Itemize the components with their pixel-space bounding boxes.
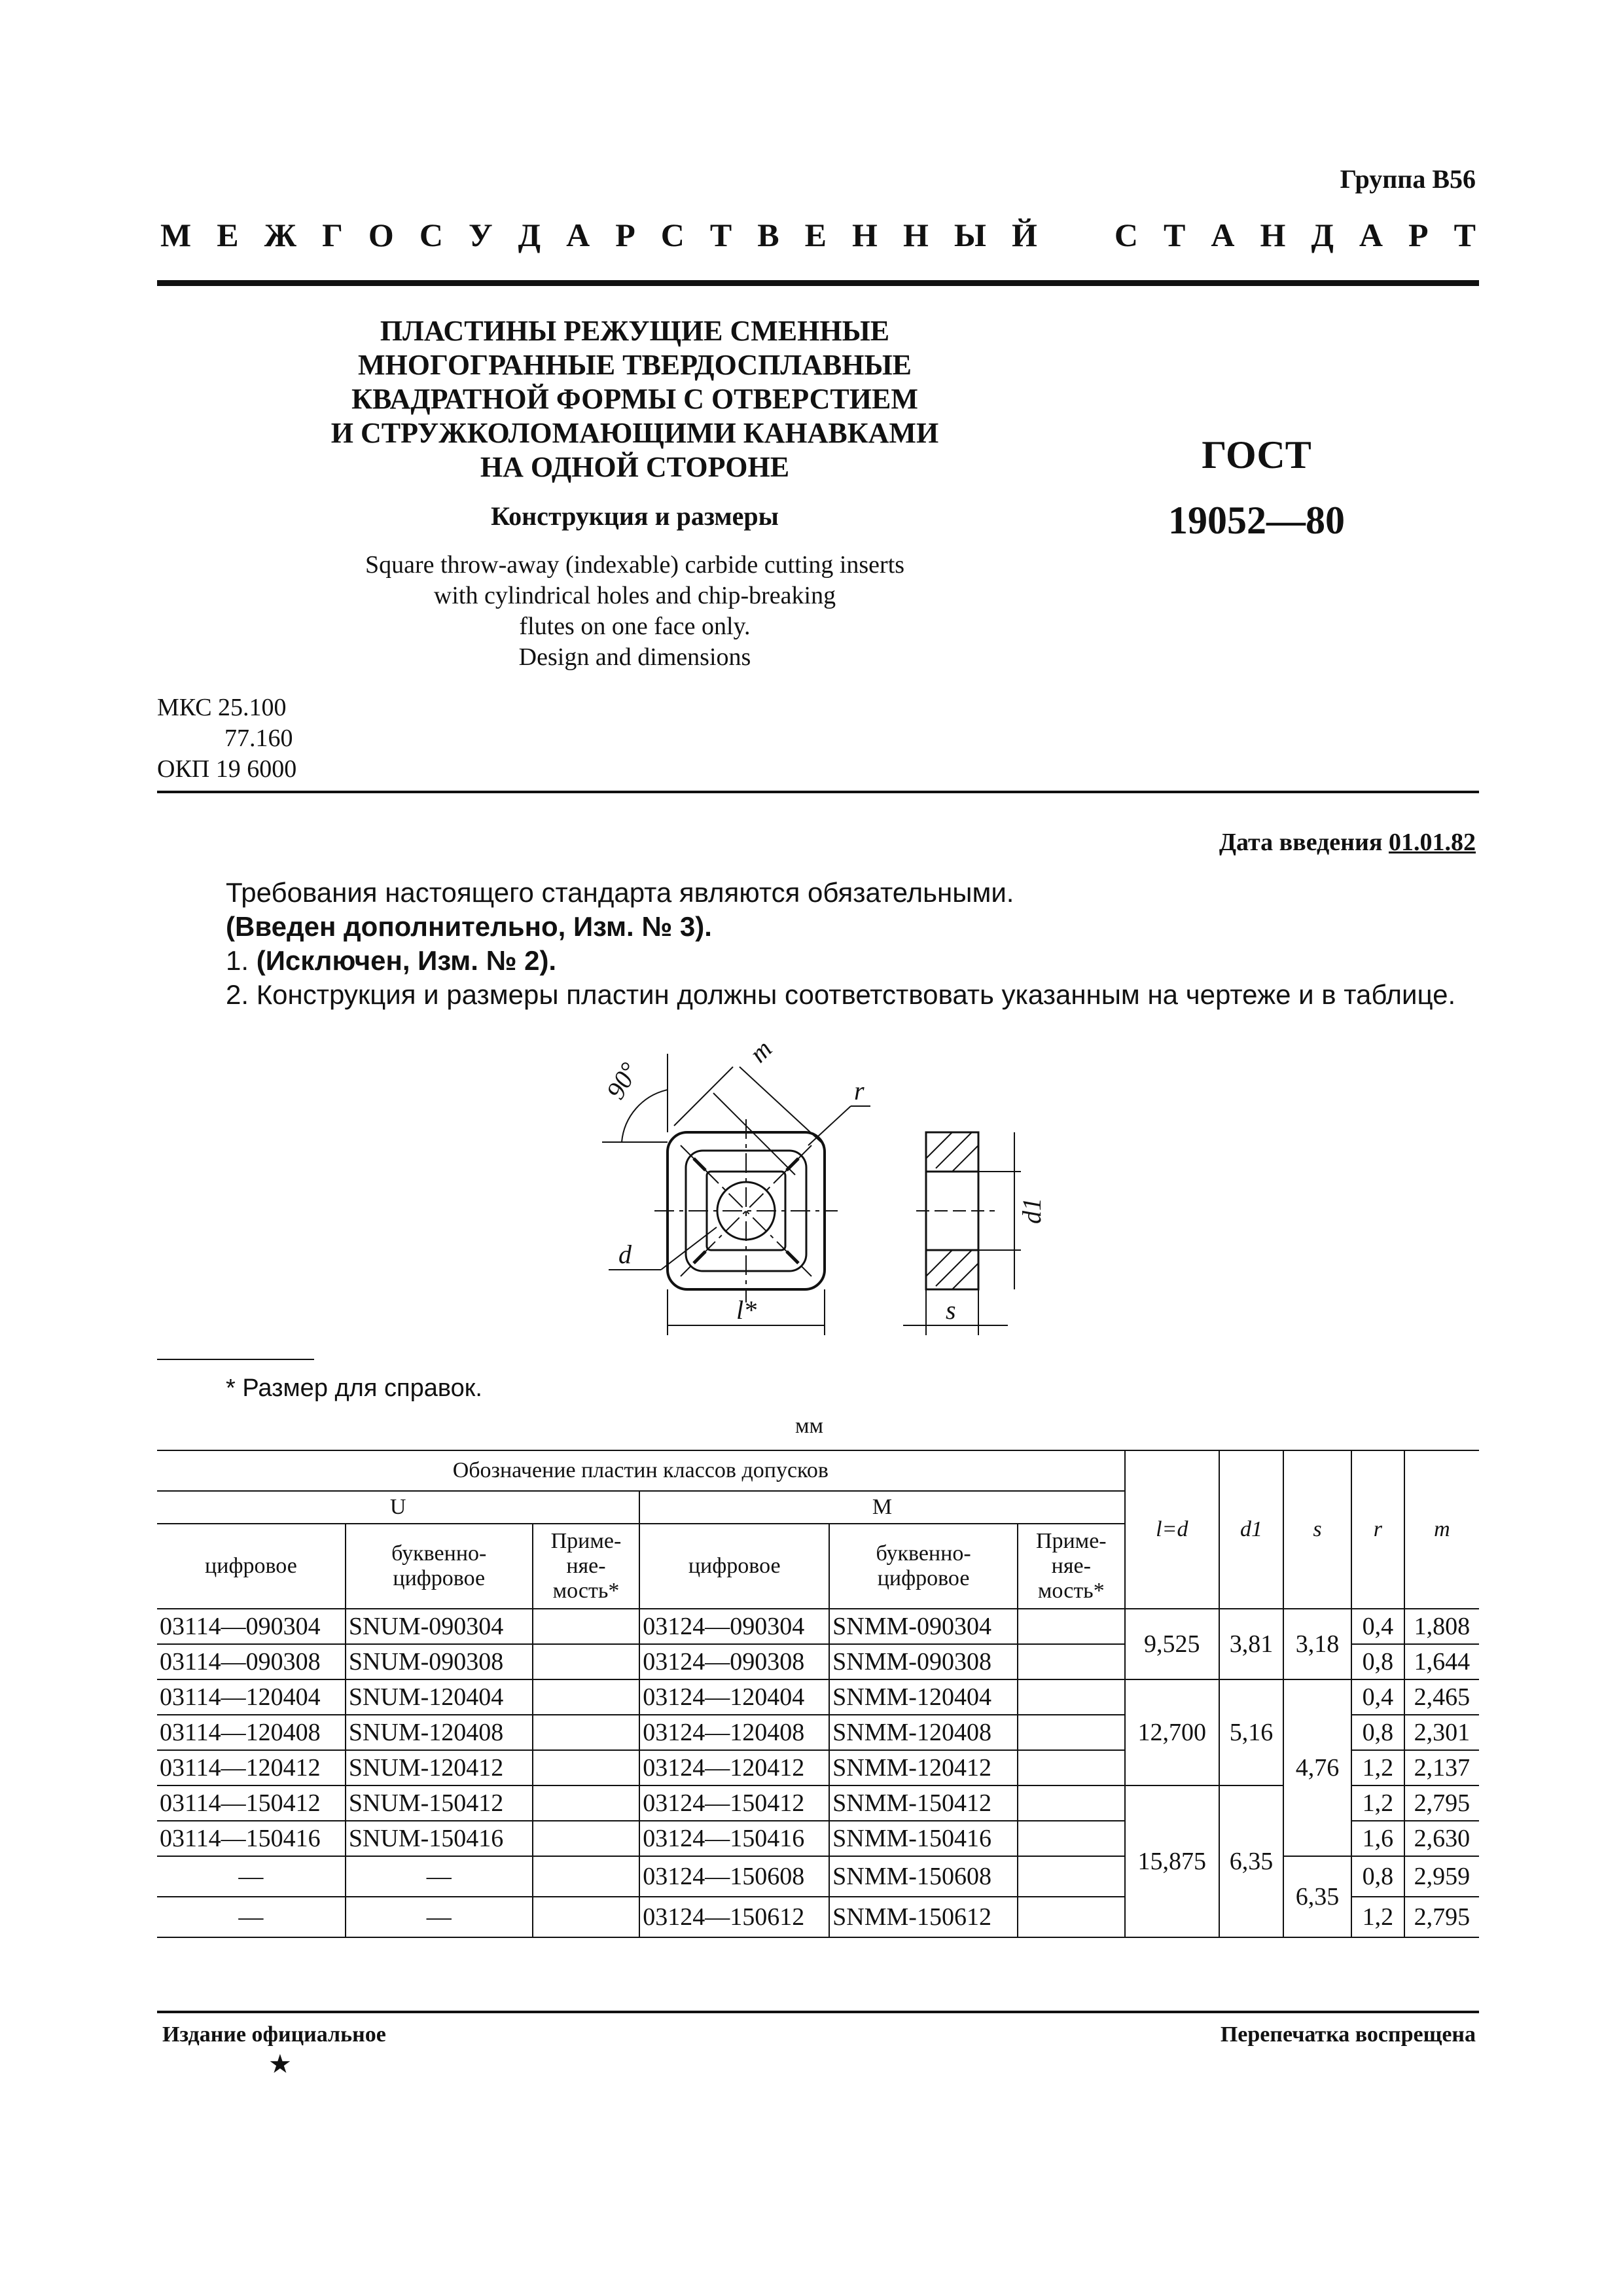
class-m-header: M: [639, 1491, 1124, 1524]
table-cell: [1018, 1856, 1125, 1897]
title-line: И СТРУЖКОЛОМАЮЩИМИ КАНАВКАМИ: [330, 417, 939, 449]
banner-letter: В: [757, 217, 779, 253]
col-u-applic: Приме-няе-мость*: [533, 1524, 640, 1609]
table-cell: SNMM-120412: [829, 1750, 1018, 1785]
table-cell: 0,4: [1351, 1609, 1404, 1644]
english-title-line: flutes on one face only.: [519, 613, 751, 640]
banner-letter: С: [419, 217, 443, 253]
table-cell: [533, 1821, 640, 1856]
english-title-line: Square throw-away (indexable) carbide cutting inserts: [365, 551, 905, 579]
banner-letter: [1063, 216, 1089, 254]
document-title: [275, 314, 995, 484]
banner-letter: С: [1114, 217, 1139, 253]
body-text: [226, 876, 1455, 1012]
gost-number: 19052—80: [1168, 499, 1345, 542]
table-cell: 3,18: [1283, 1609, 1351, 1679]
table-cell: SNMM-090308: [829, 1644, 1018, 1679]
banner-letter: Д: [518, 217, 541, 253]
table-cell: 2,959: [1404, 1856, 1479, 1897]
table-cell: [1018, 1785, 1125, 1821]
table-cell: [533, 1679, 640, 1715]
banner-letter: О: [368, 217, 394, 253]
table-cell: 03114—150412: [157, 1785, 346, 1821]
col-m-digital: цифровое: [639, 1524, 829, 1609]
table-cell: 1,808: [1404, 1609, 1479, 1644]
col-s: s: [1283, 1450, 1351, 1609]
r-label: r: [854, 1076, 865, 1105]
group-header: Обозначение пластин классов допусков: [157, 1450, 1125, 1491]
table-cell: —: [346, 1856, 533, 1897]
footnote: * Размер для справок.: [226, 1374, 482, 1402]
banner-letter: М: [160, 217, 192, 253]
table-cell: 03114—090308: [157, 1644, 346, 1679]
title-line: МНОГОГРАННЫЕ ТВЕРДОСПЛАВНЫЕ: [357, 349, 912, 381]
mks-code: МКС 25.100: [157, 694, 287, 721]
footer-rule: [157, 2011, 1479, 2013]
banner-letter: Н: [852, 217, 878, 253]
banner-letter: А: [1359, 217, 1383, 253]
banner-letter: Г: [322, 217, 343, 253]
table-cell: [533, 1897, 640, 1937]
banner-letter: Т: [1454, 217, 1476, 253]
table-cell: 03114—150416: [157, 1821, 346, 1856]
table-cell: 03114—120408: [157, 1715, 346, 1750]
edition-label: Издание официальное: [162, 2022, 386, 2047]
table-cell: 03124—090308: [639, 1644, 829, 1679]
table: [157, 1450, 1479, 1938]
insert-drawing: [589, 1028, 1060, 1342]
class-u-header: U: [157, 1491, 639, 1524]
english-title: [275, 550, 995, 673]
title-line: НА ОДНОЙ СТОРОНЕ: [480, 451, 790, 483]
footnote-rule: [157, 1359, 314, 1360]
table-cell: 2,465: [1404, 1679, 1479, 1715]
gost-label: ГОСТ: [1202, 433, 1311, 476]
title-line: ПЛАСТИНЫ РЕЖУЩИЕ СМЕННЫЕ: [380, 315, 890, 347]
table-cell: —: [157, 1856, 346, 1897]
english-title-line: with cylindrical holes and chip-breaking: [433, 582, 836, 609]
table-cell: —: [346, 1897, 533, 1937]
col-m: m: [1404, 1450, 1479, 1609]
table-cell: 3,81: [1219, 1609, 1283, 1679]
table-cell: SNUM-090304: [346, 1609, 533, 1644]
title-line: КВАДРАТНОЙ ФОРМЫ С ОТВЕРСТИЕМ: [351, 383, 918, 415]
amendment-note: (Введен дополнительно, Изм. № 3).: [226, 911, 712, 942]
col-u-alnum: буквенно-цифровое: [346, 1524, 533, 1609]
banner-letter: Н: [1260, 217, 1286, 253]
table-cell: 12,700: [1125, 1679, 1219, 1785]
classification-codes: [157, 692, 296, 785]
table-row: [157, 1785, 1479, 1821]
col-r: r: [1351, 1450, 1404, 1609]
l-label: l*: [736, 1295, 757, 1325]
table-cell: 2,137: [1404, 1750, 1479, 1785]
dimensions-table: [157, 1450, 1479, 1938]
document-subtitle: Конструкция и размеры: [491, 501, 779, 531]
table-cell: [1018, 1897, 1125, 1937]
gost-designation: [1139, 422, 1374, 553]
table-cell: SNUM-090308: [346, 1644, 533, 1679]
table-cell: 5,16: [1219, 1679, 1283, 1785]
banner-letter: Ж: [264, 217, 297, 253]
mks-code-2: 77.160: [224, 725, 293, 752]
table-cell: 1,644: [1404, 1644, 1479, 1679]
table-cell: SNMM-120408: [829, 1715, 1018, 1750]
table-cell: 03124—120404: [639, 1679, 829, 1715]
table-cell: [533, 1715, 640, 1750]
table-cell: SNMM-150412: [829, 1785, 1018, 1821]
col-u-digital: цифровое: [157, 1524, 346, 1609]
table-cell: 0,4: [1351, 1679, 1404, 1715]
banner-letter: Н: [902, 217, 929, 253]
banner-letter: Д: [1311, 217, 1334, 253]
table-cell: 4,76: [1283, 1679, 1351, 1856]
table-row: [157, 1609, 1479, 1644]
table-cell: 1,2: [1351, 1897, 1404, 1937]
reprint-notice: Перепечатка воспрещена: [1220, 2022, 1476, 2047]
table-cell: 2,630: [1404, 1821, 1479, 1856]
table-cell: [533, 1856, 640, 1897]
clause-number: 1.: [226, 945, 249, 976]
header-rule: [157, 280, 1479, 286]
table-cell: 1,6: [1351, 1821, 1404, 1856]
table-cell: [1018, 1609, 1125, 1644]
date-label: Дата введения: [1219, 829, 1383, 856]
table-cell: [533, 1644, 640, 1679]
table-cell: 03124—150608: [639, 1856, 829, 1897]
table-cell: [533, 1750, 640, 1785]
table-cell: [1018, 1750, 1125, 1785]
m-label: m: [743, 1033, 778, 1068]
col-m-applic: Приме-няе-мость*: [1018, 1524, 1125, 1609]
table-cell: 03124—120408: [639, 1715, 829, 1750]
table-cell: 9,525: [1125, 1609, 1219, 1679]
banner-letter: Ы: [954, 217, 986, 253]
clause-text: (Исключен, Изм. № 2).: [256, 945, 557, 976]
okp-code: ОКП 19 6000: [157, 755, 297, 783]
table-cell: —: [157, 1897, 346, 1937]
table-cell: [533, 1785, 640, 1821]
paragraph: Требования настоящего стандарта являются обязательными.: [226, 877, 1014, 908]
table-cell: SNUM-120408: [346, 1715, 533, 1750]
banner-letter: Е: [217, 217, 239, 253]
table-cell: 2,795: [1404, 1897, 1479, 1937]
table-cell: SNMM-090304: [829, 1609, 1018, 1644]
table-cell: 1,2: [1351, 1785, 1404, 1821]
banner-letter: А: [566, 217, 590, 253]
clause-2: 2. Конструкция и размеры пластин должны соответствовать указанным на чертеже и в таблице.: [226, 979, 1456, 1010]
table-cell: [1018, 1715, 1125, 1750]
table-cell: 03124—150416: [639, 1821, 829, 1856]
star-icon: ★: [268, 2049, 292, 2079]
table-cell: SNUM-120404: [346, 1679, 533, 1715]
table-cell: 6,35: [1283, 1856, 1351, 1937]
s-label: s: [946, 1295, 956, 1325]
banner-letter: А: [1211, 217, 1235, 253]
table-cell: 2,301: [1404, 1715, 1479, 1750]
banner-letter: Е: [804, 217, 827, 253]
table-cell: 03124—150612: [639, 1897, 829, 1937]
table-cell: 0,8: [1351, 1644, 1404, 1679]
table-cell: 15,875: [1125, 1785, 1219, 1937]
table-cell: 03124—090304: [639, 1609, 829, 1644]
banner-letter: Й: [1011, 217, 1037, 253]
table-cell: SNUM-150416: [346, 1821, 533, 1856]
col-d1: d1: [1219, 1450, 1283, 1609]
banner-letter: У: [468, 217, 493, 253]
angle-label: 90°: [600, 1057, 645, 1104]
table-cell: SNUM-150412: [346, 1785, 533, 1821]
banner-letter: Т: [709, 217, 732, 253]
introduction-date: [1219, 828, 1476, 857]
table-cell: 1,2: [1351, 1750, 1404, 1785]
table-body: [157, 1609, 1479, 1937]
table-cell: 03114—090304: [157, 1609, 346, 1644]
clause-1: [226, 944, 1455, 978]
table-cell: SNUM-120412: [346, 1750, 533, 1785]
english-title-line: Design and dimensions: [518, 643, 751, 671]
banner-letter: С: [660, 217, 685, 253]
banner-letter: Т: [1164, 217, 1186, 253]
units-label: мм: [795, 1414, 824, 1438]
table-cell: 6,35: [1219, 1785, 1283, 1937]
table-row: [157, 1679, 1479, 1715]
interstate-standard-banner: [160, 216, 1476, 254]
table-cell: 0,8: [1351, 1715, 1404, 1750]
table-cell: SNMM-150612: [829, 1897, 1018, 1937]
table-cell: 2,795: [1404, 1785, 1479, 1821]
table-cell: 03124—120412: [639, 1750, 829, 1785]
col-ld: l=d: [1125, 1450, 1219, 1609]
col-m-alnum: буквенно-цифровое: [829, 1524, 1018, 1609]
table-cell: SNMM-150608: [829, 1856, 1018, 1897]
banner-letter: Р: [1408, 217, 1429, 253]
table-cell: 03124—150412: [639, 1785, 829, 1821]
table-cell: 03114—120404: [157, 1679, 346, 1715]
section-rule: [157, 791, 1479, 793]
table-cell: [1018, 1821, 1125, 1856]
table-cell: 0,8: [1351, 1856, 1404, 1897]
insert-side-view: [926, 1132, 978, 1289]
d-label: d: [618, 1240, 632, 1269]
table-cell: [1018, 1679, 1125, 1715]
table-cell: [1018, 1644, 1125, 1679]
table-cell: [533, 1609, 640, 1644]
banner-letter: Р: [615, 217, 635, 253]
table-cell: SNMM-120404: [829, 1679, 1018, 1715]
table-cell: SNMM-150416: [829, 1821, 1018, 1856]
d1-label: d1: [1017, 1198, 1046, 1224]
group-code: Группа В56: [1340, 164, 1476, 194]
date-value: 01.01.82: [1389, 829, 1476, 856]
table-cell: 03114—120412: [157, 1750, 346, 1785]
